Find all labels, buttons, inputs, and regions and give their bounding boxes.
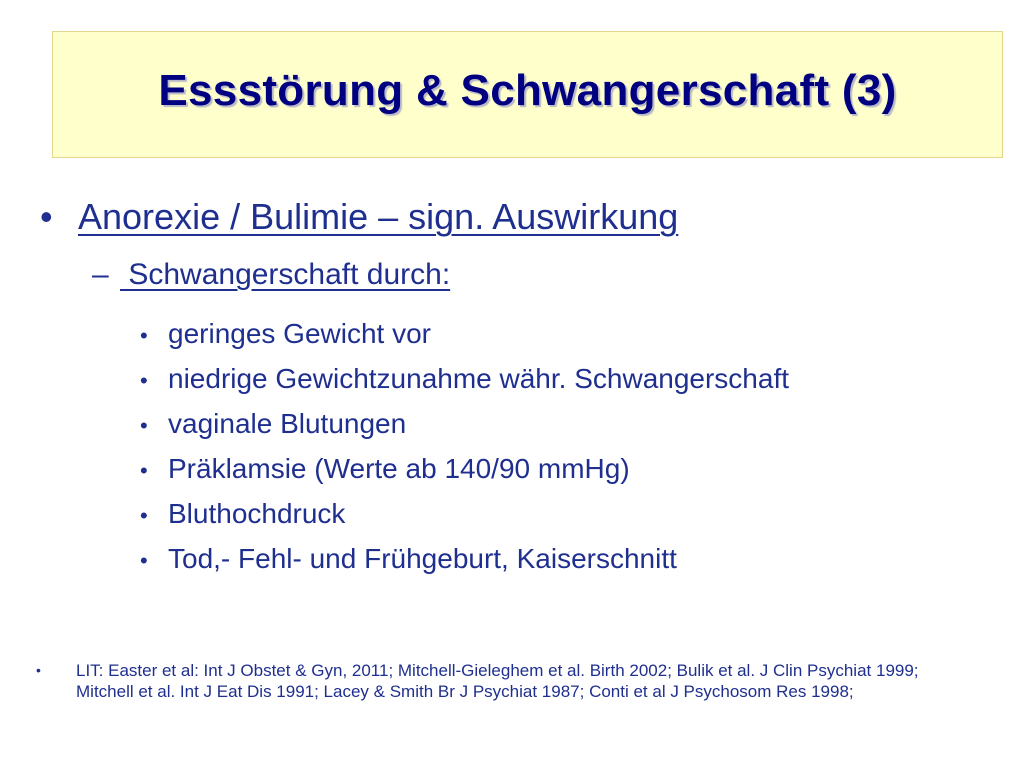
dash-icon: – — [92, 258, 109, 291]
title-box — [52, 31, 1003, 158]
bullet-level2-text: Schwangerschaft durch: — [120, 258, 451, 291]
bullet-dot-icon: • — [36, 662, 41, 678]
bullet-dot-icon: • — [140, 413, 148, 438]
bullet-dot-icon: • — [40, 196, 53, 237]
list-item — [140, 498, 789, 543]
list-item-text: niedrige Gewichtzunahme währ. Schwangerschaft — [168, 363, 790, 394]
bullet-dot-icon: • — [140, 368, 148, 393]
bullet-level2 — [92, 258, 450, 292]
list-item-text: Bluthochdruck — [168, 498, 346, 529]
bullet-level1 — [40, 196, 678, 238]
list-item — [140, 543, 789, 588]
list-item — [140, 318, 789, 363]
list-item-text: Tod,- Fehl- und Frühgeburt, Kaiserschnitt — [168, 543, 677, 574]
list-item-text: geringes Gewicht vor — [168, 318, 432, 349]
list-item — [140, 408, 789, 453]
list-item — [140, 453, 789, 498]
bullet-dot-icon: • — [140, 323, 148, 348]
bullet-dot-icon: • — [140, 548, 148, 573]
slide-title: Essstörung & Schwangerschaft (3) — [158, 65, 897, 115]
bullet-dot-icon: • — [140, 503, 148, 528]
bullet-level1-text: Anorexie / Bulimie – sign. Auswirkung — [78, 196, 679, 237]
list-item-text: vaginale Blutungen — [168, 408, 407, 439]
list-item — [140, 363, 789, 408]
sub-bullet-list — [140, 318, 789, 588]
bullet-dot-icon: • — [140, 458, 148, 483]
literature-text: LIT: Easter et al: Int J Obstet & Gyn, 2011; Mitchell-Gieleghem et al. Birth 2002; Bulik et al. J Clin Psychiat 1999; Mitchell et al. Int J Eat Dis 1991; Lacey & Smith Br J Psychiat 1987; Conti et al J Psychosom Res 1998; — [76, 661, 919, 701]
literature-reference — [36, 660, 996, 702]
list-item-text: Präklamsie (Werte ab 140/90 mmHg) — [168, 453, 630, 484]
